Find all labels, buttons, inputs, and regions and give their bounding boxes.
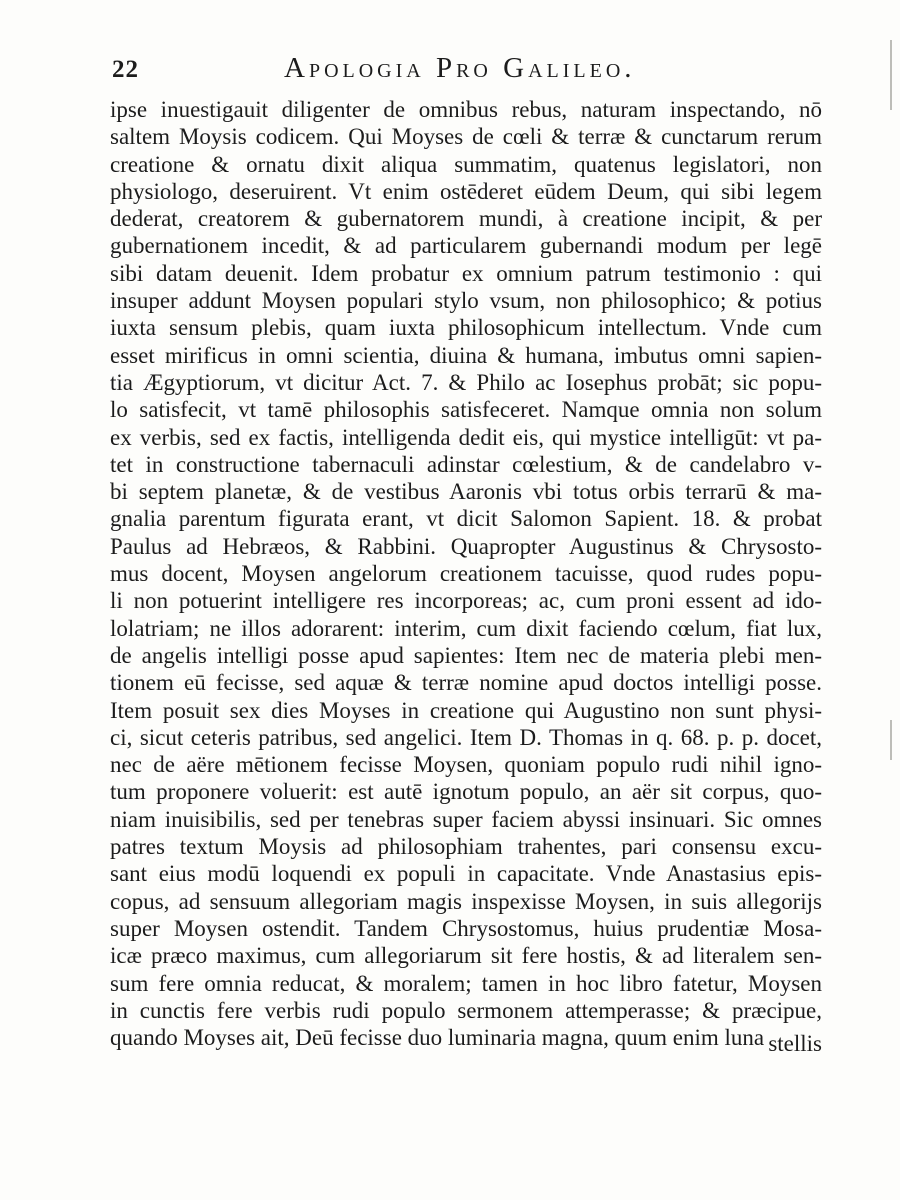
text-line: physiologo, deseruirent. Vt enim ostēderet eūdem Deum, qui sibi legem [110, 178, 822, 204]
text-line: creatione & ornatu dixit aliqua summatim, quatenus legislatori, non [110, 151, 822, 177]
text-line: sum fere omnia reducat, & moralem; tamen in hoc libro fatetur, Moysen [110, 970, 822, 996]
text-line: icæ præco maximus, cum allegoriarum sit fere hostis, & ad literalem sen- [110, 943, 822, 969]
text-line: esset mirificus in omni scientia, diuina & humana, imbutus omni sapien- [110, 342, 822, 368]
text-line: tia Ægyptiorum, vt dicitur Act. 7. & Philo ac Iosephus probāt; sic popu- [110, 369, 822, 395]
text-line: tet in constructione tabernaculi adinstar cœlestium, & de candelabro v- [110, 451, 822, 477]
text-line: de angelis intelligi posse apud sapientes: Item nec de materia plebi men- [110, 642, 822, 668]
text-line: ipse inuestigauit diligenter de omnibus rebus, naturam inspectando, nō [110, 97, 822, 122]
text-line: insuper addunt Moysen populari stylo vsum, non philosophico; & potius [110, 288, 822, 314]
text-line: patres textum Moysis ad philosophiam trahentes, pari consensu excu- [110, 834, 822, 860]
text-line: gubernationem incedit, & ad particularem gubernandi modum per legē [110, 233, 822, 259]
text-line: ex verbis, sed ex factis, intelligenda dedit eis, qui mystice intelligūt: vt pa- [110, 424, 822, 450]
text-line: saltem Moysis codicem. Qui Moyses de cœli & terræ & cunctarum rerum [110, 124, 822, 150]
text-line: mus docent, Moysen angelorum creationem tacuisse, quod rudes popu- [110, 561, 822, 587]
text-line: tum proponere voluerit: est autē ignotum populo, an aër sit corpus, quo- [110, 779, 822, 805]
page-header [112, 50, 817, 90]
text-line: super Moysen ostendit. Tandem Chrysostomus, huius prudentiæ Mosa- [110, 915, 822, 941]
page-number: 22 [112, 56, 139, 83]
text-line: in cunctis fere verbis rudi populo sermonem attemperasse; & præcipue, [110, 997, 822, 1023]
catchword-row [110, 1030, 822, 1060]
text-line: tionem eū fecisse, sed aquæ & terræ nomine apud doctos intelligi posse. [110, 670, 822, 696]
text-line: ci, sicut ceteris patribus, sed angelici. Item D. Thomas in q. 68. p. p. docet, [110, 724, 822, 750]
text-line: iuxta sensum plebis, quam iuxta philosophicum intellectum. Vnde cum [110, 315, 822, 341]
text-line: bi septem planetæ, & de vestibus Aaronis vbi totus orbis terrarū & ma- [110, 479, 822, 505]
text-line: Item posuit sex dies Moyses in creatione qui Augustino non sunt physi- [110, 697, 822, 723]
text-line: copus, ad sensuum allegoriam magis inspexisse Moysen, in suis allegorijs [110, 888, 822, 914]
text-line: li non potuerint intelligere res incorporeas; ac, cum proni essent ad ido- [110, 588, 822, 614]
text-line: lo satisfecit, vt tamē philosophis satisfeceret. Namque omnia non solum [110, 397, 822, 423]
text-line: sibi datam deuenit. Idem probatur ex omnium patrum testimonio : qui [110, 260, 822, 286]
catchword: stellis [768, 1031, 822, 1056]
text-line: nec de aëre mētionem fecisse Moysen, quoniam populo rudi nihil igno- [110, 752, 822, 778]
page-edge-mark [890, 40, 892, 110]
text-line: sant eius modū loquendi ex populi in capacitate. Vnde Anastasius epis- [110, 861, 822, 887]
text-line: niam inuisibilis, sed per tenebras super faciem abyssi insinuari. Sic omnes [110, 806, 822, 832]
text-line: gnalia parentum figurata erant, vt dicit Salomon Sapient. 18. & probat [110, 506, 822, 532]
text-line: quando Moyses ait, Deū fecisse duo luminaria magna, quum enim luna [110, 1025, 765, 1051]
text-line: lolatriam; ne illos adorarent: interim, cum dixit faciendo cœlum, fiat lux, [110, 615, 822, 641]
body-text [110, 96, 822, 1051]
text-line: dederat, creatorem & gubernatorem mundi, à creatione incipit, & per [110, 206, 822, 232]
text-line: Paulus ad Hebræos, & Rabbini. Quapropter Augustinus & Chrysosto- [110, 533, 822, 559]
page-edge-mark [890, 720, 892, 760]
running-head: Apologia Pro Galileo. [284, 52, 636, 84]
